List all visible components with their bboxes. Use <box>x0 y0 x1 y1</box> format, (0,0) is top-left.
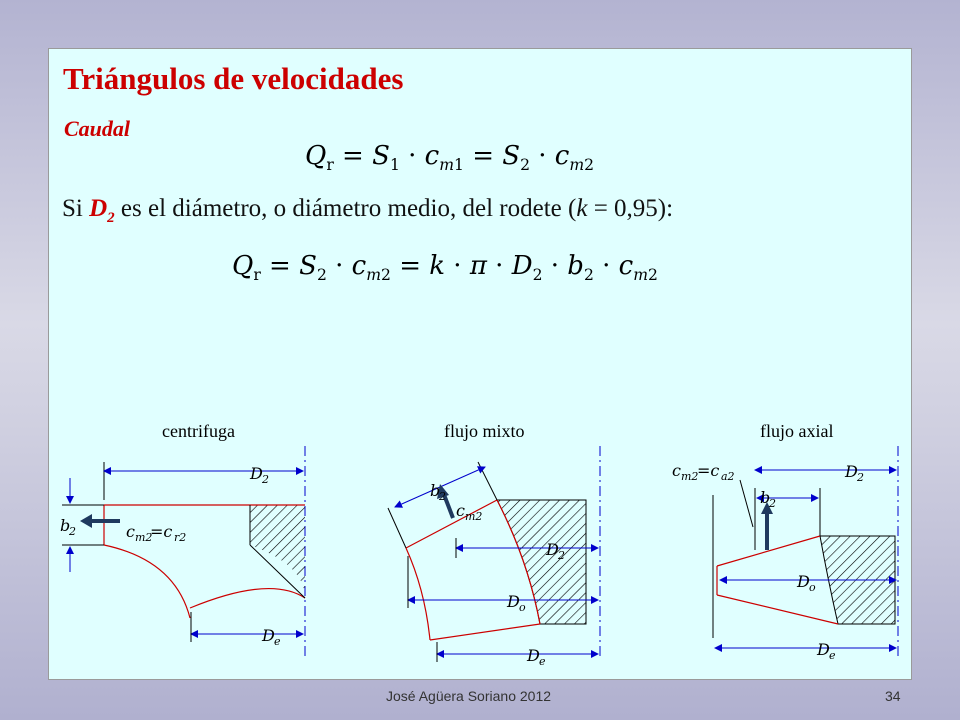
label-cm2-eq-axial: c <box>672 461 681 480</box>
diagram-axial <box>672 446 898 662</box>
label-de-centrifuga: D <box>262 626 275 645</box>
flow-equation-1: $Q_r = S_1 \cdot c_{m1} = S_2 \cdot c_{m2}$ <box>305 141 595 175</box>
diagram-centrifuga <box>60 446 305 660</box>
diagram-title-axial: flujo axial <box>760 421 834 441</box>
svg-text:2: 2 <box>769 497 776 510</box>
svg-text:2: 2 <box>857 471 864 484</box>
label-cm2-mixto: c <box>456 501 465 520</box>
svg-text:o: o <box>519 601 526 614</box>
svg-text:2: 2 <box>69 525 76 538</box>
label-de-axial: D <box>817 640 830 659</box>
footer-author: José Agüera Soriano 2012 <box>386 688 552 704</box>
svg-text:r2: r2 <box>174 531 187 544</box>
svg-text:m2: m2 <box>465 510 483 523</box>
label-d2-centrifuga: D <box>250 464 263 483</box>
diagram-title-mixto: flujo mixto <box>444 421 525 441</box>
diagram-mixto <box>388 446 600 668</box>
label-do-mixto: D <box>507 592 520 611</box>
svg-text:2: 2 <box>558 549 565 562</box>
sentence-prefix: Si <box>62 195 90 222</box>
label-d2-mixto: D <box>546 540 559 559</box>
svg-text:=c: =c <box>697 461 720 480</box>
sentence-d-var: D <box>89 195 108 222</box>
label-b2-mixto: b <box>430 481 441 500</box>
sentence-middle: es el diámetro, o diámetro medio, del rodete ( <box>114 195 577 222</box>
slide-subtitle: Caudal <box>64 116 131 141</box>
svg-text:m2: m2 <box>681 470 699 483</box>
label-b2-axial: b <box>760 488 771 507</box>
slide-title: Triángulos de velocidades <box>63 61 404 96</box>
svg-text:a2: a2 <box>721 470 735 483</box>
sentence-suffix: = 0,95): <box>587 195 674 222</box>
svg-text:2: 2 <box>439 490 446 503</box>
svg-text:m2: m2 <box>135 531 153 544</box>
footer-page-number: 34 <box>885 688 901 704</box>
sentence-k: k <box>576 195 588 222</box>
svg-text:e: e <box>274 635 281 648</box>
svg-text:e: e <box>829 649 836 662</box>
label-cm2-eq-centrifuga: c <box>126 522 135 541</box>
label-do-axial: D <box>797 572 810 591</box>
label-b2-centrifuga: b <box>60 516 71 535</box>
sentence-d-sub: 2 <box>107 210 115 226</box>
diagram-title-centrifuga: centrifuga <box>162 421 235 441</box>
label-de-mixto: D <box>527 646 540 665</box>
svg-text:2: 2 <box>262 473 269 486</box>
svg-text:o: o <box>809 581 816 594</box>
flow-equation-2: $Q_r = S_2 \cdot c_{m2} = k \cdot \pi \cdot D_2 \cdot b_2 \cdot c_{m2}$ <box>232 251 658 285</box>
label-d2-axial: D <box>845 462 858 481</box>
svg-text:e: e <box>539 655 546 668</box>
svg-text:=c: =c <box>150 522 173 541</box>
